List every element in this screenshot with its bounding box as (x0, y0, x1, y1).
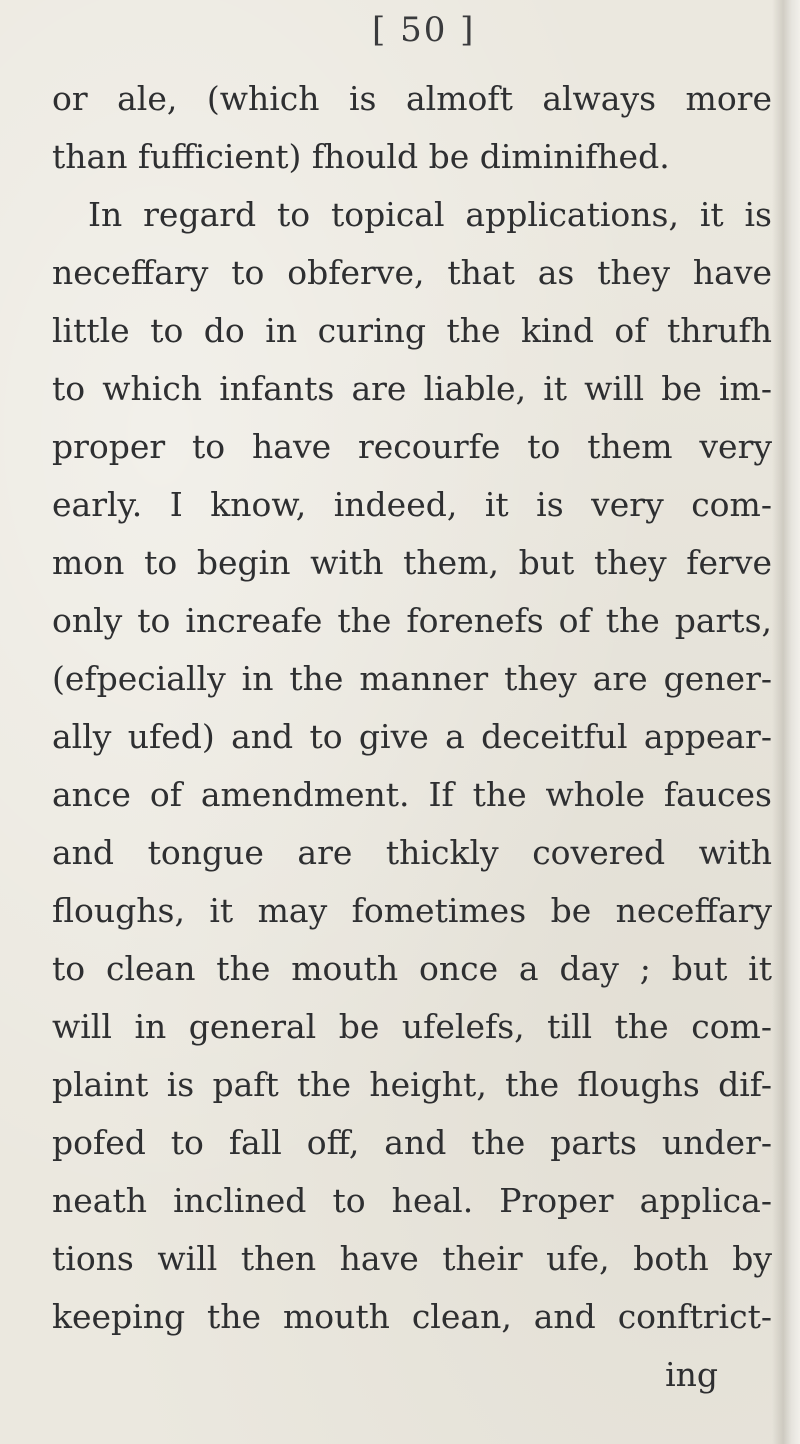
text-line: will in general be ufelefs, till the com- (52, 1007, 772, 1046)
text-line: (efpecially in the manner they are gener- (52, 659, 772, 698)
text-line: little to do in curing the kind of thrufh (52, 311, 772, 350)
text-line: floughs, it may fometimes be neceffary (52, 891, 772, 930)
text-line: neath inclined to heal. Proper applica- (52, 1181, 772, 1220)
text-line: early. I know, indeed, it is very com- (52, 485, 772, 524)
text-line: In regard to topical applications, it is (88, 195, 772, 234)
text-line: ally ufed) and to give a deceitful appear- (52, 717, 772, 756)
text-line: to clean the mouth once a day ; but it (52, 949, 772, 988)
text-line: plaint is paft the height, the floughs dif- (52, 1065, 772, 1104)
text-line: proper to have recourfe to them very (52, 427, 772, 466)
text-line: tions will then have their ufe, both by (52, 1239, 772, 1278)
text-line: or ale, (which is almoft always more (52, 79, 772, 118)
text-line: pofed to fall off, and the parts under- (52, 1123, 772, 1162)
page-edge-shadow (772, 0, 800, 1444)
text-line: than fufficient) fhould be diminifhed. (52, 137, 670, 176)
text-line: only to increafe the forenefs of the parts, (52, 601, 772, 640)
page-number-header: [ 50 ] (372, 10, 476, 50)
text-line: to which infants are liable, it will be im- (52, 369, 772, 408)
text-line: neceffary to obferve, that as they have (52, 253, 772, 292)
text-line: and tongue are thickly covered with (52, 833, 772, 872)
body-text (52, 70, 772, 1404)
text-line: keeping the mouth clean, and conftrict- (52, 1297, 772, 1336)
catchword: ing (665, 1355, 718, 1394)
text-line: ance of amendment. If the whole fauces (52, 775, 772, 814)
text-line: mon to begin with them, but they ferve (52, 543, 772, 582)
